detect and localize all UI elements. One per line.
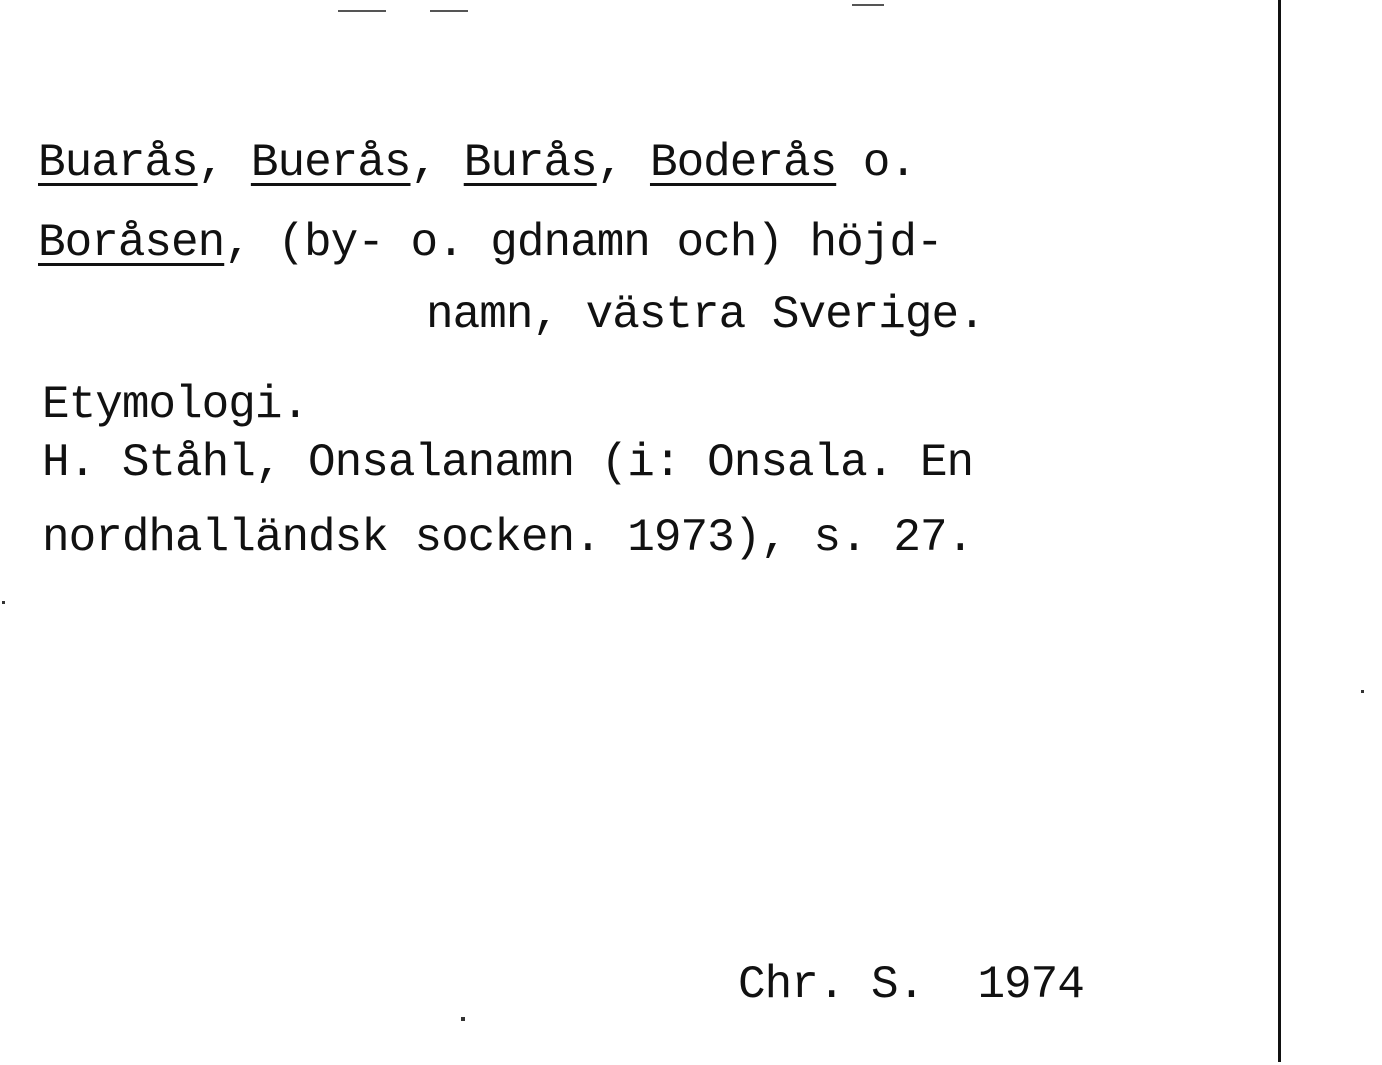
source-line-2: nordhalländsk socken. 1973), s. 27. [42,512,974,564]
headword-separator: , [596,137,650,189]
card-edge [1278,0,1281,1062]
headword-buras: Burås [463,137,597,189]
headword-line-1 [38,137,917,189]
scan-speck [338,10,386,12]
headword-bueras: Buerås [250,137,411,189]
scan-speck [461,1017,465,1021]
headword-conjunction: o. [836,137,917,189]
signature: Chr. S. 1974 [738,959,1084,1011]
headword-separator: , [197,137,251,189]
scan-speck [2,601,5,604]
headword-line-3: namn, västra Sverige. [426,289,985,341]
source-line-1: H. Ståhl, Onsalanamn (i: Onsala. En [42,437,974,489]
headword-borasen: Boråsen [38,217,225,269]
headword-description: , (by- o. gdnamn och) höjd- [224,217,943,269]
headword-buaras: Buarås [38,137,198,189]
scan-speck [852,4,884,6]
headword-line-2 [38,217,943,269]
headword-separator: , [410,137,464,189]
scan-speck [430,10,468,12]
scan-speck [1361,690,1364,693]
section-label: Etymologi. [42,379,309,431]
headword-boderas: Boderås [649,137,837,189]
